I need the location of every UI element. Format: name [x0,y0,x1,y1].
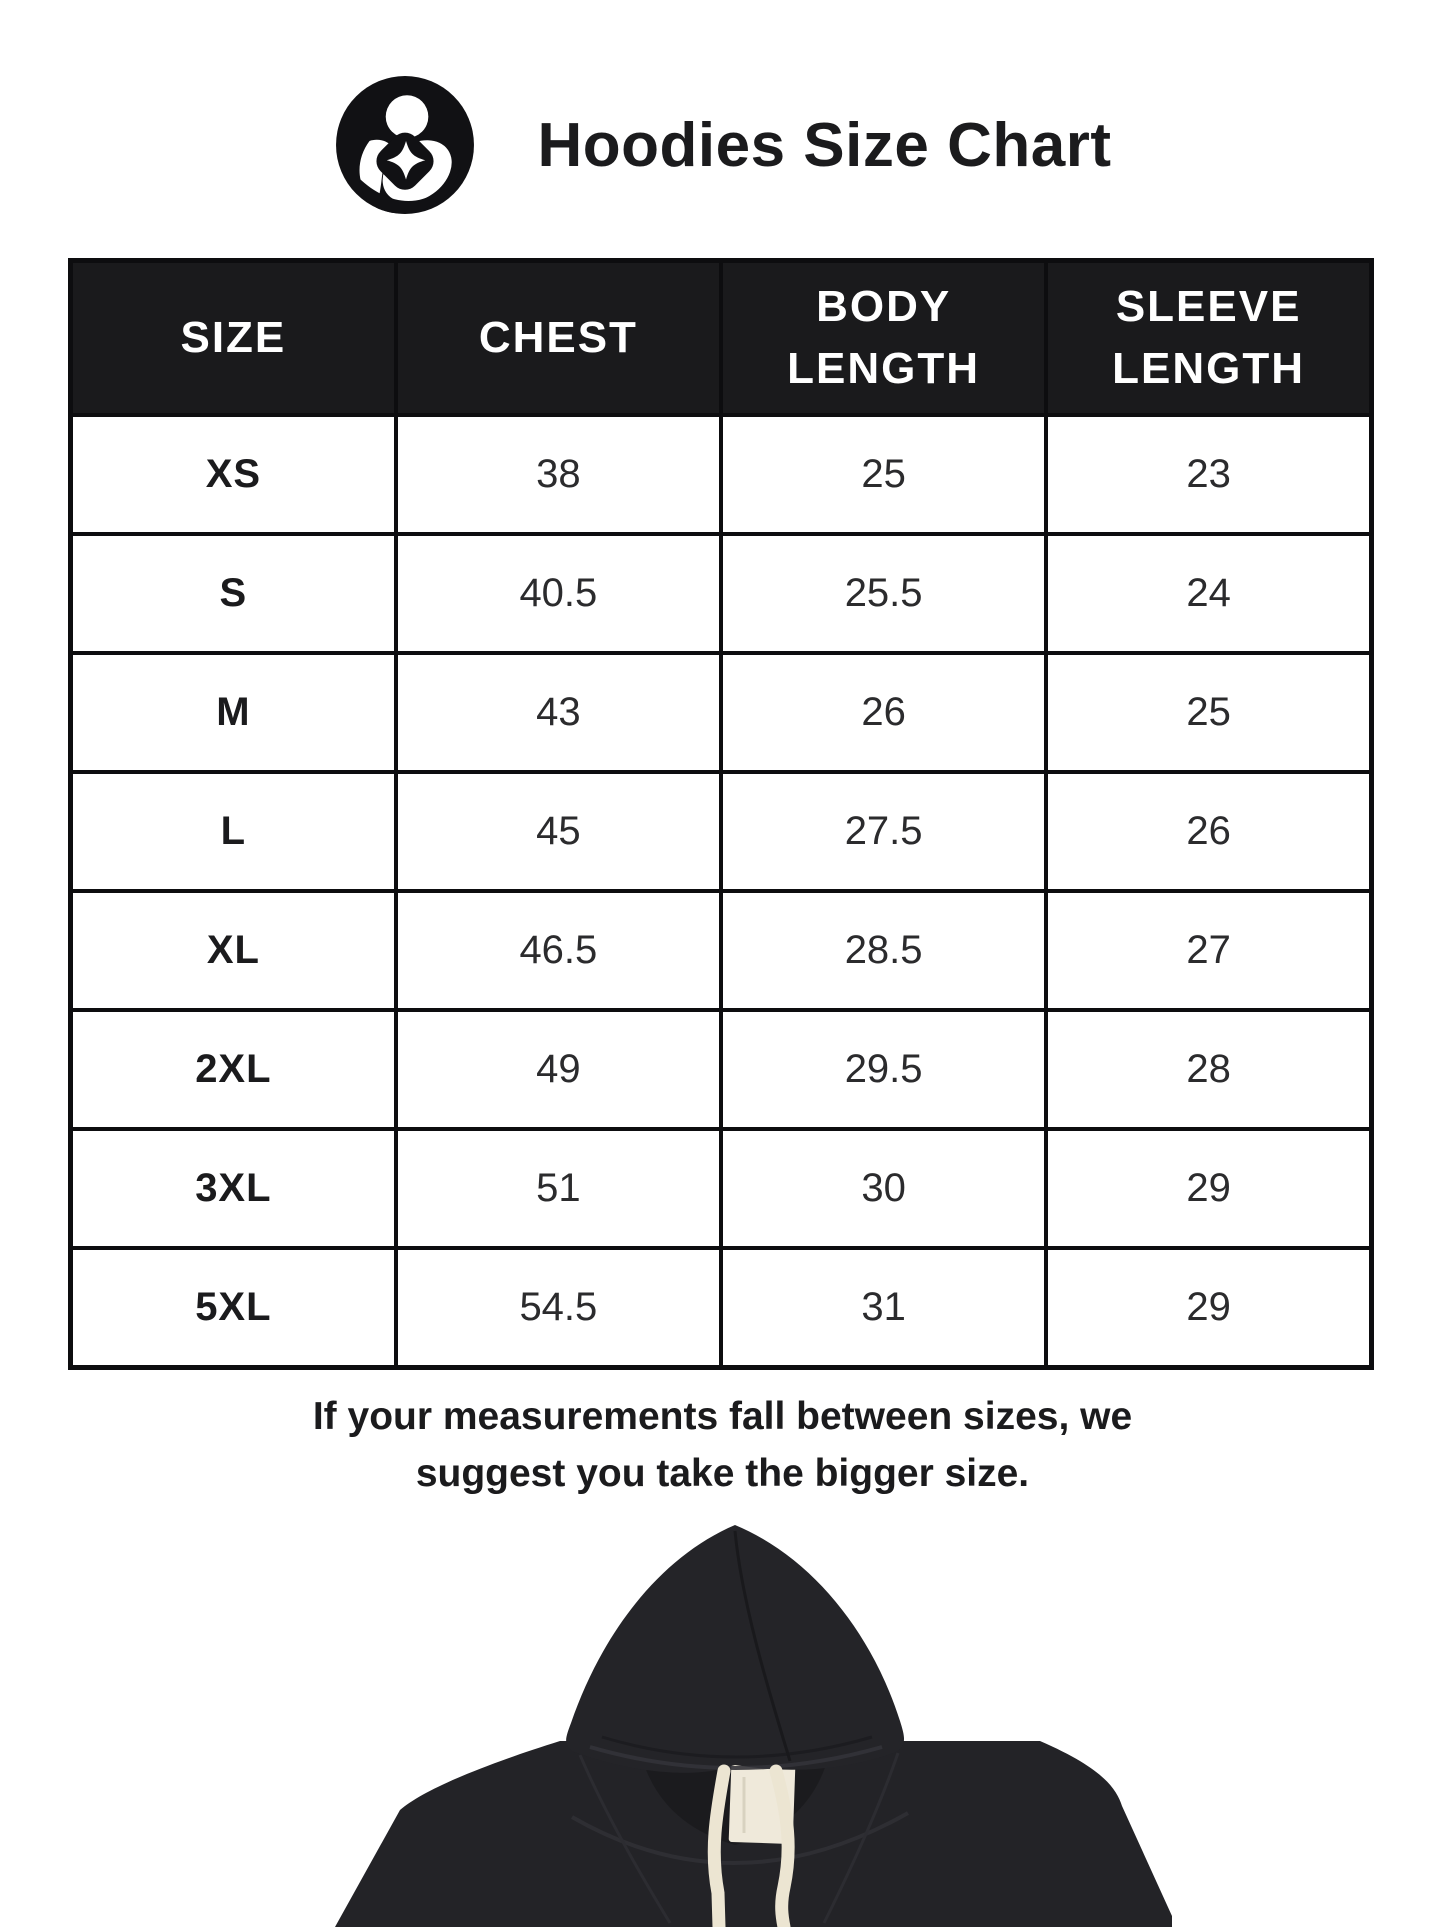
sleeve-length-value: 25 [1046,653,1371,772]
chest-value: 43 [396,653,721,772]
table-row [71,1248,1372,1368]
body-length-value: 30 [721,1129,1046,1248]
sleeve-length-value: 29 [1046,1248,1371,1368]
body-length-value: 26 [721,653,1046,772]
person-with-star-logo-icon [334,74,476,216]
brand-header [0,72,1445,218]
chest-value: 40.5 [396,534,721,653]
size-table-header [71,261,1372,416]
table-row [71,415,1372,534]
sleeve-length-value: 28 [1046,1010,1371,1129]
sleeve-length-value: 29 [1046,1129,1371,1248]
table-row [71,1129,1372,1248]
chest-value: 46.5 [396,891,721,1010]
size-label: 2XL [71,1010,396,1129]
size-label: XS [71,415,396,534]
table-row [71,772,1372,891]
body-length-value: 27.5 [721,772,1046,891]
size-label: M [71,653,396,772]
sizing-note [0,1388,1445,1503]
body-length-value: 25.5 [721,534,1046,653]
sizing-note-line1: If your measurements fall between sizes, we [312,1395,1133,1438]
table-row [71,891,1372,1010]
sizing-note-line2: suggest you take the bigger size. [415,1452,1030,1496]
column-header-size: SIZE [71,261,396,416]
table-row [71,534,1372,653]
column-header-chest: CHEST [396,261,721,416]
size-label: L [71,772,396,891]
chest-value: 51 [396,1129,721,1248]
page-title: Hoodies Size Chart [537,110,1112,180]
size-label: XL [71,891,396,1010]
sleeve-length-value: 24 [1046,534,1371,653]
size-label: 5XL [71,1248,396,1368]
chest-value: 38 [396,415,721,534]
size-label: S [71,534,396,653]
chest-value: 54.5 [396,1248,721,1368]
table-row [71,1010,1372,1129]
chest-value: 49 [396,1010,721,1129]
hoodie-product-image [272,1515,1172,1927]
size-label: 3XL [71,1129,396,1248]
sleeve-length-value: 23 [1046,415,1371,534]
column-header-sleeve-length: SLEEVE LENGTH [1046,261,1371,416]
sleeve-length-value: 27 [1046,891,1371,1010]
body-length-value: 29.5 [721,1010,1046,1129]
sleeve-length-value: 26 [1046,772,1371,891]
body-length-value: 25 [721,415,1046,534]
table-row [71,653,1372,772]
column-header-body-length: BODY LENGTH [721,261,1046,416]
body-length-value: 28.5 [721,891,1046,1010]
chest-value: 45 [396,772,721,891]
size-table [68,258,1374,1370]
body-length-value: 31 [721,1248,1046,1368]
